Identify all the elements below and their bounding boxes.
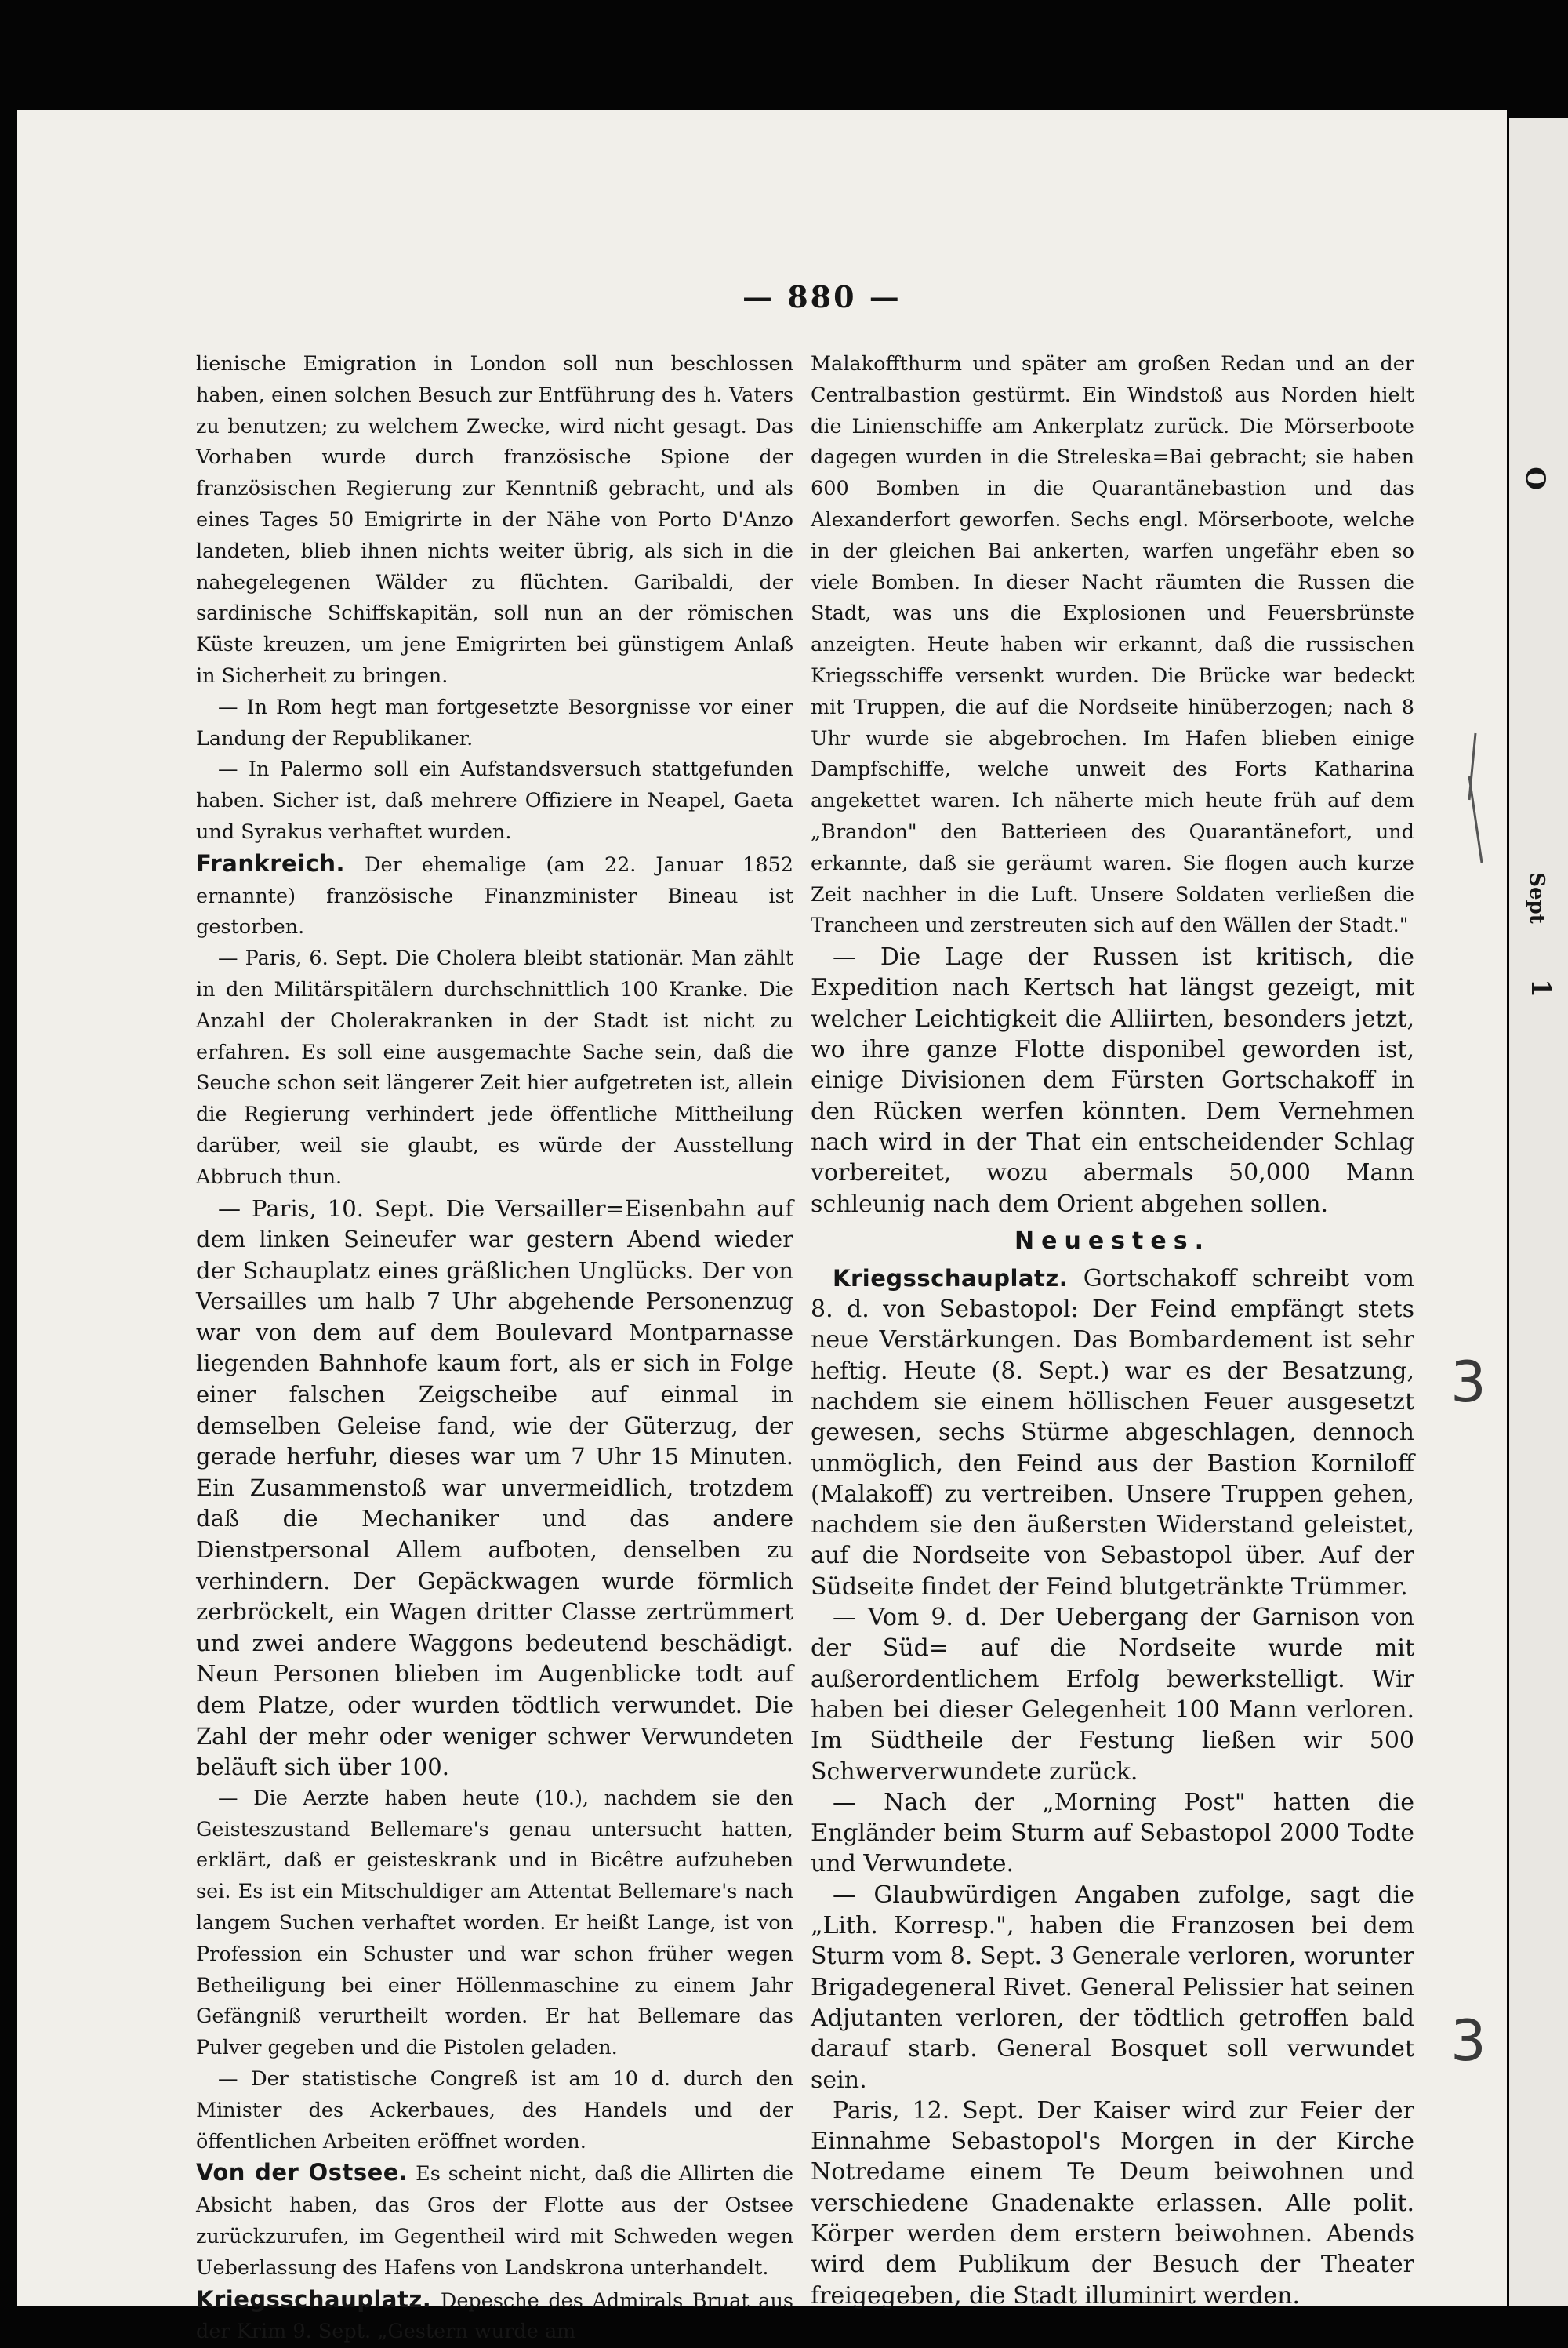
run-in-heading: Von der Ostsee. [196, 2159, 408, 2186]
paragraph-kriegsschauplatz-bruat: Kriegsschauplatz. Depesche des Admirals Bruat aus der Krim 9. Sept. „Gestern wurde am [196, 2285, 793, 2344]
paragraph-rom: — In Rom hegt man fortgesetzte Besorgnisse vor einer Landung der Republikaner. [196, 695, 793, 751]
paragraph-ostsee: Von der Ostsee. Es scheint nicht, daß die Allirten die Absicht haben, das Gros der Flotte aus der Ostsee zurückzurufen, im Gegentheil wird mit Schweden wegen Ueberlassung des Hafens von Landskrona unterhandelt. [196, 2159, 793, 2280]
section-title-neuestes: Neuestes. [1014, 1227, 1210, 1255]
newspaper-page [17, 110, 1507, 2344]
page-number: — 880 — [742, 279, 902, 314]
edge-letter: O [1519, 467, 1551, 490]
adjacent-page-edge [1509, 118, 1568, 2306]
pencil-mark-icon [1458, 729, 1490, 871]
left-column [196, 349, 793, 2348]
margin-note-3-lower: 3 [1450, 2008, 1486, 2074]
edge-word: Sept [1524, 872, 1548, 924]
run-in-heading: Kriegsschauplatz. [833, 1264, 1069, 1292]
paragraph-aerzte: — Die Aerzte haben heute (10.), nachdem sie den Geisteszustand Bellemare's genau untersucht hatten, erklärt, daß er geisteskrank und in Bicêtre aufzuheben sei. Es ist ein Mitschuldiger am Attentat Bellemare's nach langem Suchen verhaftet worden. Er heißt Lange, ist von Profession ein Schuster und war schon früher wegen Betheiligung bei einer Höllenmaschine zu einem Jahr Gefängniß verurtheilt worden. Er hat Bellemare das Pulver gegeben und die Pistolen geladen. [196, 1786, 793, 2060]
run-in-heading: Frankreich. [196, 849, 346, 877]
edge-number: 1 [1524, 979, 1556, 998]
margin-note-3-upper: 3 [1450, 1349, 1486, 1415]
paragraph-gortschakoff: Kriegsschauplatz. Gortschakoff schreibt vom 8. d. von Sebastopol: Der Feind empfängt stets neue Verstärkungen. Das Bombardement ist sehr heftig. Heute (8. Sept.) war es der Besatzung, nachdem sie einem höllischen Feuer ausgesetzt gewesen, sechs Stürme abgeschlagen, dennoch unmöglich, den Feind aus der Bastion Korniloff (Malakoff) zu vertreiben. Unsere Truppen gehen, nachdem sie den äußersten Widerstand geleistet, auf die Nordseite von Sebastopol über. Auf der Südseite findet der Feind blutgetränkte Trümmer. [811, 1264, 1414, 1601]
paragraph-franzosen-generale: — Glaubwürdigen Angaben zufolge, sagt die „Lith. Korresp.", haben die Franzosen bei dem Sturm vom 8. Sept. 3 Generale verloren, worunter Brigadegeneral Rivet. General Pelissier hat seinen Adjutanten verloren, der tödtlich getroffen bald darauf starb. General Bosquet soll verwundet sein. [811, 1881, 1414, 2094]
paragraph-palermo: — In Palermo soll ein Aufstandsversuch stattgefunden haben. Sicher ist, daß mehrere Offiziere in Neapel, Gaeta und Syrakus verhaftet wurden. [196, 758, 793, 844]
paragraph-vom-9: — Vom 9. d. Der Uebergang der Garnison von der Süd= auf die Nordseite wurde mit außerordentlichem Erfolg bewerkstelligt. Wir haben bei dieser Gelegenheit 100 Mann verloren. Im Südtheile der Festung ließen wir 500 Schwerverwundete zurück. [811, 1604, 1414, 1786]
paragraph-lage-der-russen: — Die Lage der Russen ist kritisch, die Expedition nach Kertsch hat längst gezeigt, mit welcher Leichtigkeit die Alliirten, besonders jetzt, wo ihre ganze Flotte disponibel geworden ist, einige Divisionen dem Fürsten Gortschakoff in den Rücken werfen könnten. Dem Vernehmen nach wird in der That ein entscheidender Schlag vorbereitet, wozu abermals 50,000 Mann schleunig nach dem Orient abgehen sollen. [811, 943, 1414, 1218]
paragraph-paris-12-sept: Paris, 12. Sept. Der Kaiser wird zur Feier der Einnahme Sebastopol's Morgen in der Kirche Notredame einem Te Deum beiwohnen und verschiedene Gnadenakte erlassen. Alle polit. Körper werden dem erstern beiwohnen. Abends wird dem Publikum der Besuch der Theater freigegeben, die Stadt illuminirt werden. [811, 2096, 1414, 2310]
run-in-heading: Kriegsschauplatz. [196, 2285, 432, 2313]
paragraph-malakoff: Malakoffthurm und später am großen Redan und an der Centralbastion gestürmt. Ein Windstoß aus Norden hielt die Linienschiffe am Ankerplatz zurück. Die Mörserboote dagegen wurden in die Streleska=Bai gebracht; sie haben 600 Bomben in die Quarantänebastion und das Alexanderfort geworfen. Sechs engl. Mörserboote, welche in der gleichen Bai ankerten, warfen ungefähr eben so viele Bomben. In dieser Nacht räumten die Russen die Stadt, was uns die Explosionen und Feuersbrünste anzeigten. Heute haben wir erkannt, daß die russischen Kriegsschiffe versenkt wurden. Die Brücke war bedeckt mit Truppen, die auf die Nordseite hinüberzogen; nach 8 Uhr wurde sie abgebrochen. Im Hafen blieben einige Dampfschiffe, welche unweit des Forts Katharina angekettet waren. Ich näherte mich heute früh auf dem „Brandon" den Batterieen des Quarantänefort, und erkannte, daß sie geräumt waren. Sie flogen auch kurze Zeit nachher in die Luft. Unsere Soldaten verließen die Trancheen und zerstreuten sich auf den Wällen der Stadt." [811, 352, 1414, 938]
paragraph-morning-post: — Nach der „Morning Post" hatten die Engländer beim Sturm auf Sebastopol 2000 Todte und Verwundete. [811, 1788, 1414, 1878]
paragraph-congress: — Der statistische Congreß ist am 10 d. durch den Minister des Ackerbaues, des Handels und der öffentlichen Arbeiten eröffnet worden. [196, 2066, 793, 2154]
paragraph-emigration: lienische Emigration in London soll nun beschlossen haben, einen solchen Besuch zur Entführung des h. Vaters zu benutzen; zu welchem Zwecke, wird nicht gesagt. Das Vorhaben wurde durch französische Spione der französischen Regierung zur Kenntniß gebracht, und als eines Tages 50 Emigrirte in der Nähe von Porto D'Anzo landeten, blieb ihnen nichts weiter übrig, als sich in die nahegelegenen Wälder zu flüchten. Garibaldi, der sardinische Schiffskapitän, soll nun an der römischen Küste kreuzen, um jene Emigrirten bei günstigem Anlaß in Sicherheit zu bringen. [196, 352, 793, 688]
paragraph-paris-6-sept: — Paris, 6. Sept. Die Cholera bleibt stationär. Man zählt in den Militärspitälern durchschnittlich 100 Kranke. Die Anzahl der Cholerakranken in der Stadt ist nicht zu erfahren. Es soll eine ausgemachte Sache sein, daß die Seuche schon seit längerer Zeit hier aufgetreten ist, allein die Regierung verhindert jede öffentliche Mittheilung darüber, weil sie glaubt, es würde der Ausstellung Abbruch thun. [196, 947, 793, 1189]
paragraph-frankreich: Frankreich. Der ehemalige (am 22. Januar 1852 ernannte) französische Finanzminister Bineau ist gestorben. [196, 849, 793, 940]
paragraph-paris-10-sept: — Paris, 10. Sept. Die Versailler=Eisenbahn auf dem linken Seineufer war gestern Abend wieder der Schauplatz eines gräßlichen Unglücks. Der von Versailles um halb 7 Uhr abgehende Personenzug war von dem auf dem Boulevard Montparnasse liegenden Bahnhofe kaum fort, als er sich in Folge einer falschen Zeigscheibe auf einmal in demselben Geleise fand, wie der Güterzug, der gerade herfuhr, dieses war um 7 Uhr 15 Minuten. Ein Zusammenstoß war unvermeidlich, trotzdem daß die Mechaniker und das andere Dienstpersonal Allem aufboten, denselben zu verhindern. Der Gepäckwagen wurde förmlich zerbröckelt, ein Wagen dritter Classe zertrümmert und zwei andere Waggons bedeutend beschädigt. Neun Personen blieben im Augenblicke todt auf dem Platze, oder wurden tödtlich verwundet. Die Zahl der mehr oder weniger schwer Verwundeten beläuft sich über 100. [196, 1194, 793, 1781]
right-column [811, 349, 1414, 2311]
